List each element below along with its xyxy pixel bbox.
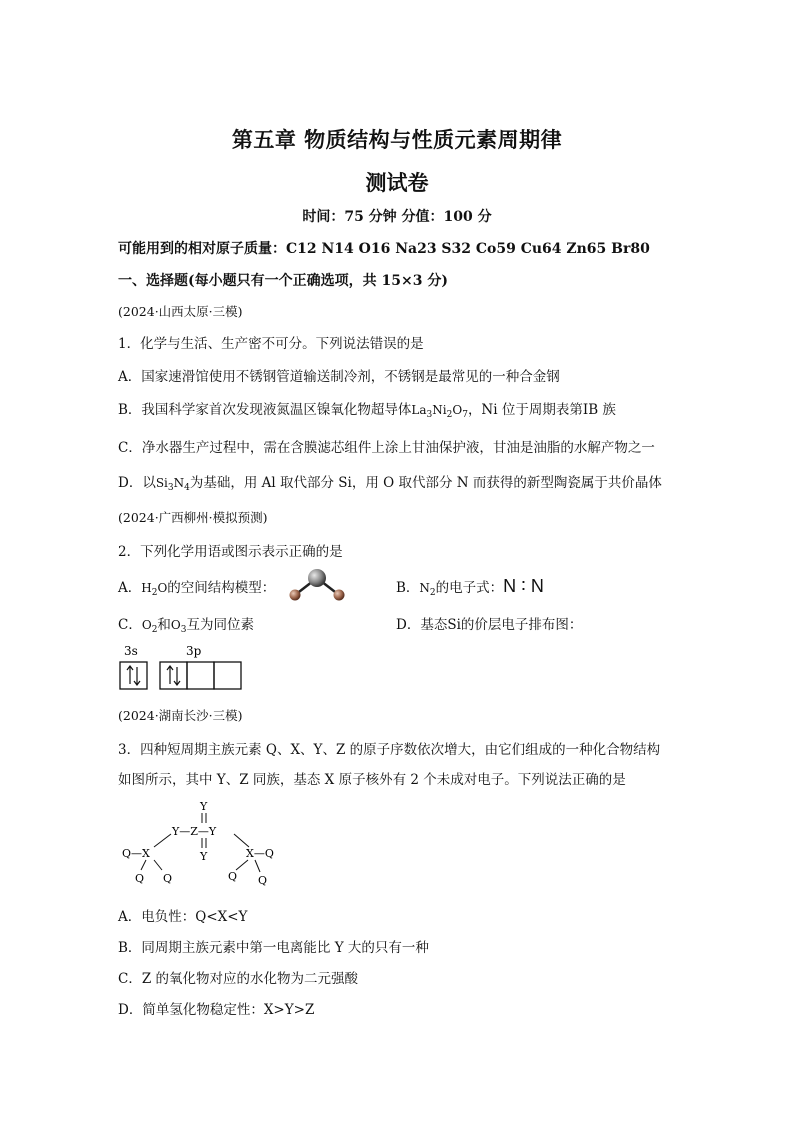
q3-stem-line1: 3．四种短周期主族元素 Q、X、Y、Z 的原子序数依次增大，由它们组成的一种化合物结构 — [118, 742, 661, 758]
q3-stem-line2: 如图所示，其中 Y、Z 同族，基态 X 原子核外有 2 个未成对电子。下列说法正确的是 — [118, 772, 626, 788]
q1-stem: 1．化学与生活、生产密不可分。下列说法错误的是 — [118, 336, 424, 352]
formula-o2: $O_2$ — [141, 618, 158, 635]
struct-q-3: Q — [228, 870, 238, 883]
struct-q-2: Q — [163, 872, 173, 885]
orbital-3p-box-1 — [160, 662, 187, 689]
q2-option-a: A．$H_2O$的空间结构模型： — [118, 580, 276, 598]
q2-stem: 2．下列化学用语或图示表示正确的是 — [118, 544, 343, 560]
formula-la3ni2o7: $La_3Ni_2O_7$ — [411, 403, 468, 420]
orbital-3p-box-2 — [187, 662, 214, 689]
orbital-3s-box — [120, 662, 147, 689]
struct-y-top: Y — [200, 800, 208, 813]
q3-source: (2024·湖南长沙·三模) — [118, 708, 243, 723]
struct-z-center: Y—Z—Y — [172, 825, 217, 838]
page-title: 第五章 物质结构与性质元素周期律 — [231, 127, 563, 152]
orbital-3s-label: 3s — [124, 644, 138, 658]
orbital-diagram — [118, 642, 248, 692]
q2-option-c: C．$O_2$和$O_3$互为同位素 — [118, 617, 254, 635]
orbital-3p-box-3 — [214, 662, 241, 689]
q2-option-b: B．$N_2$的电子式：N ∶ N — [396, 576, 544, 598]
time-score-line: 时间：75 分钟 分值：100 分 — [302, 209, 492, 225]
formula-o3: $O_3$ — [170, 618, 187, 635]
struct-q-1: Q — [135, 872, 145, 885]
page-subtitle: 测试卷 — [365, 170, 429, 195]
spin-arrows — [127, 666, 180, 685]
q1-option-b: B．我国科学家首次发现液氮温区镍氧化物超导体$La_3Ni_2O_7$，Ni 位于周期表第ⅠB 族 — [118, 402, 616, 420]
q1-source: (2024·山西太原·三模) — [118, 304, 243, 319]
struct-left-qx: Q—X — [122, 847, 150, 860]
formula-si3n4: $Si_3N_4$ — [155, 476, 190, 493]
q3-option-b: B．同周期主族元素中第一电离能比 Y 大的只有一种 — [118, 940, 429, 956]
q1-b-text: B．我国科学家首次发现液氮温区镍氧化物超导体 — [118, 402, 412, 418]
q2-source: (2024·广西柳州·模拟预测) — [118, 510, 268, 525]
q1-option-d: D．以$Si_3N_4$为基础，用 Al 取代部分 Si，用 O 取代部分 N 而获得的新型陶瓷属于共价晶体 — [118, 475, 662, 493]
struct-q-4: Q — [258, 874, 268, 887]
q3-option-d: D．简单氢化物稳定性：X>Y>Z — [118, 1002, 315, 1018]
section-heading: 一、选择题(每小题只有一个正确选项，共 15×3 分) — [118, 273, 448, 289]
formula-n2: $N_2$ — [419, 581, 436, 598]
struct-y-bottom: Y — [200, 850, 208, 863]
formula-h2o: $H_2O$ — [141, 581, 168, 598]
q1-option-a: A．国家速滑馆使用不锈钢管道输送制冷剂，不锈钢是最常见的一种合金钢 — [118, 369, 560, 385]
orbital-3p-label: 3p — [186, 644, 202, 658]
water-model-icon — [286, 566, 348, 606]
q2-option-d: D．基态Si的价层电子排布图： — [396, 617, 583, 633]
q1-option-c: C．净水器生产过程中，需在含膜滤芯组件上涂上甘油保护液，甘油是油脂的水解产物之一 — [118, 440, 655, 456]
q3-option-c: C．Z 的氧化物对应的水化物为二元强酸 — [118, 971, 359, 987]
atomic-masses-line: 可能用到的相对原子质量：C12 N14 O16 Na23 S32 Co59 Cu64 Zn65 Br80 — [118, 241, 650, 257]
compound-structure-diagram — [118, 800, 288, 892]
n2-electron-formula: N ∶ N — [503, 576, 544, 596]
q3-option-a: A．电负性：Q<X<Y — [118, 909, 248, 925]
struct-right-xq: X—Q — [246, 847, 274, 860]
